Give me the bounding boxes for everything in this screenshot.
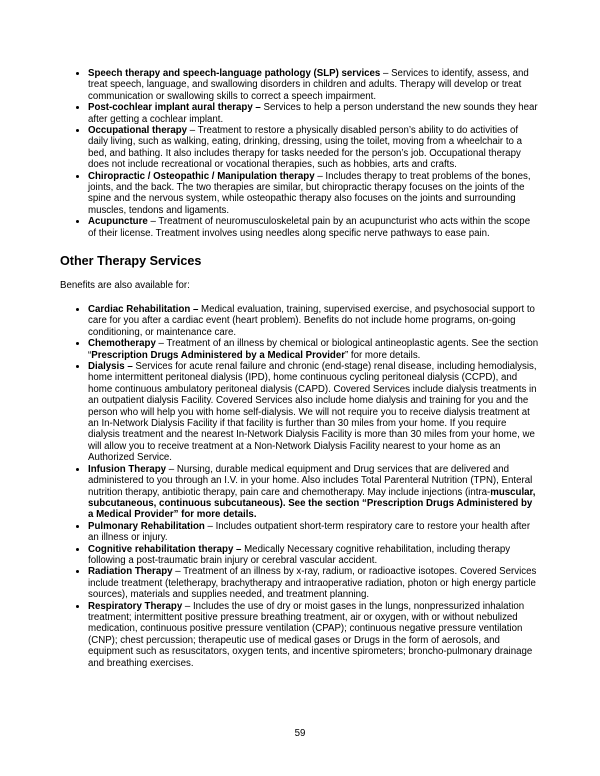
bullet-term: Respiratory Therapy <box>88 600 183 612</box>
other-therapy-list <box>60 304 540 669</box>
list-item <box>88 102 540 125</box>
benefits-intro: Benefits are also available for: <box>60 280 190 292</box>
bullet-text: – Treatment of an illness by x-ray, radium, or radioactive isotopes. Covered Services include treatment (teletherapy, brachytherapy and intraoperative radiation, photon or high energy particle sources), materials and supplies needed, and treatment planning. <box>88 566 537 601</box>
list-item <box>88 68 540 102</box>
bullet-term: Dialysis – <box>88 361 133 373</box>
bullet-term: Chemotherapy <box>88 338 156 350</box>
bullet-text: Medical evaluation, training, supervised exercise, and psychosocial support to care for you after a cardiac event (heart problem). Benefits do not include home programs, on-going conditioning, or maintenance care. <box>88 304 535 338</box>
page-number: 59 <box>294 728 306 739</box>
bullet-term: Occupational therapy <box>88 125 188 137</box>
bullet-term: muscular, subcutaneous, continuous subcutaneous). See the section “Prescription Drugs Administered by a Medical Provider” for more details. <box>88 486 536 521</box>
bullet-text: – Treatment to restore a physically disabled person’s ability to do activities of daily living, such as walking, eating, drinking, dressing, using the toilet, moving from a wheelchair to a bed, and bathing. It also includes therapy for tasks needed for the person’s job. Occupational therapy does not include recreational or vocational therapies, such as hobbies, arts and crafts. <box>88 125 523 171</box>
bullet-text: – Includes outpatient short-term respiratory care to restore your health after an illness or injury. <box>88 520 531 544</box>
list-item <box>88 544 540 567</box>
bullet-text: Services to help a person understand the new sounds they hear after getting a cochlear implant. <box>88 102 538 125</box>
list-item <box>88 338 540 361</box>
list-item <box>88 171 540 217</box>
bullet-text: – Nursing, durable medical equipment and Drug services that are delivered and administered to you through an I.V. in your home. Also includes Total Parenteral Nutrition (TPN), Enteral nutrition therapy, antibiotic therapy, pain care and chemotherapy. May include injections (intra- <box>88 463 533 498</box>
bullet-text: – Treatment of an illness by chemical or biological antineoplastic agents. See the section “ <box>88 338 539 361</box>
bullet-term: Infusion Therapy <box>88 463 167 475</box>
bullet-text: – Services to identify, assess, and treat speech, language, and swallowing disorders in children and adults. Therapy will develop or treat communication or swallowing skills to correct a speech impairment. <box>88 68 529 102</box>
bullet-term: Post-cochlear implant aural therapy – <box>88 102 261 114</box>
bullet-text: Services for acute renal failure and chronic (end-stage) renal disease, including hemodialysis, home intermittent peritoneal dialysis (IPD), home continuous cycling peritoneal dialysis (CCPD), and home continuous ambulatory peritoneal dialysis (CAPD). Covered Services include dialysis treatments in an outpatient dialysis Facility. Covered Services also include home dialysis and training for you and the person who will help you with home self-dialysis. We will not require you to receive dialysis treatment at an In-Network Dialysis Facility if that facility is further than 30 miles from your home. If you require dialysis treatment and the nearest In-Network Dialysis Facility is more than 30 miles from your home, we will allow you to receive treatment at a Non-Network Dialysis Facility nearest to your home as an Authorized Service. <box>88 361 537 464</box>
bullet-text: – Includes the use of dry or moist gases in the lungs, nonpressurized inhalation treatment; intermittent positive pressure breathing treatment, air or oxygen, with or without nebulized medication, continuous positive pressure ventilation (CPAP); continuous negative pressure ventilation (CNP); chest percussion; therapeutic use of medical gases or Drugs in the form of aerosols, and equipment such as resuscitators, oxygen tents, and incentive spirometers; broncho-pulmonary drainage and breathing exercises. <box>88 600 533 669</box>
list-item <box>88 601 540 669</box>
bullet-term: Radiation Therapy <box>88 566 173 578</box>
bullet-text: ” for more details. <box>344 349 421 361</box>
other-therapy-heading: Other Therapy Services <box>60 254 202 269</box>
page-content <box>60 68 540 669</box>
bullet-term: Cardiac Rehabilitation – <box>88 304 199 315</box>
bullet-term: Pulmonary Rehabilitation <box>88 520 205 532</box>
bullet-term: Prescription Drugs Administered by a Medical Provider <box>91 349 345 361</box>
bullet-text: – Treatment of neuromusculoskeletal pain by an acupuncturist who acts within the scope of their license. Treatment involves using needles along specific nerve pathways to ease pain. <box>88 216 531 239</box>
bullet-term: Chiropractic / Osteopathic / Manipulation therapy <box>88 170 315 182</box>
list-item <box>88 464 540 521</box>
bullet-term: Speech therapy and speech-language pathology (SLP) services <box>88 68 381 79</box>
list-item <box>88 125 540 171</box>
bullet-text: Medically Necessary cognitive rehabilitation, including therapy following a post-traumatic brain injury or cerebral vascular accident. <box>88 543 511 566</box>
bullet-text: – Includes therapy to treat problems of the bones, joints, and the back. The two therapies are similar, but chiropractic therapy focuses on the joints of the spine and the nervous system, while osteopathic therapy also focuses on the joints and surrounding muscles, tendons and ligaments. <box>88 170 531 216</box>
bullet-term: Acupuncture <box>88 216 148 228</box>
list-item <box>88 566 540 600</box>
list-item <box>88 361 540 464</box>
list-item <box>88 216 540 239</box>
bullet-term: Cognitive rehabilitation therapy – <box>88 543 242 555</box>
list-item <box>88 304 540 338</box>
list-item <box>88 521 540 544</box>
covered-therapy-list <box>60 68 540 239</box>
